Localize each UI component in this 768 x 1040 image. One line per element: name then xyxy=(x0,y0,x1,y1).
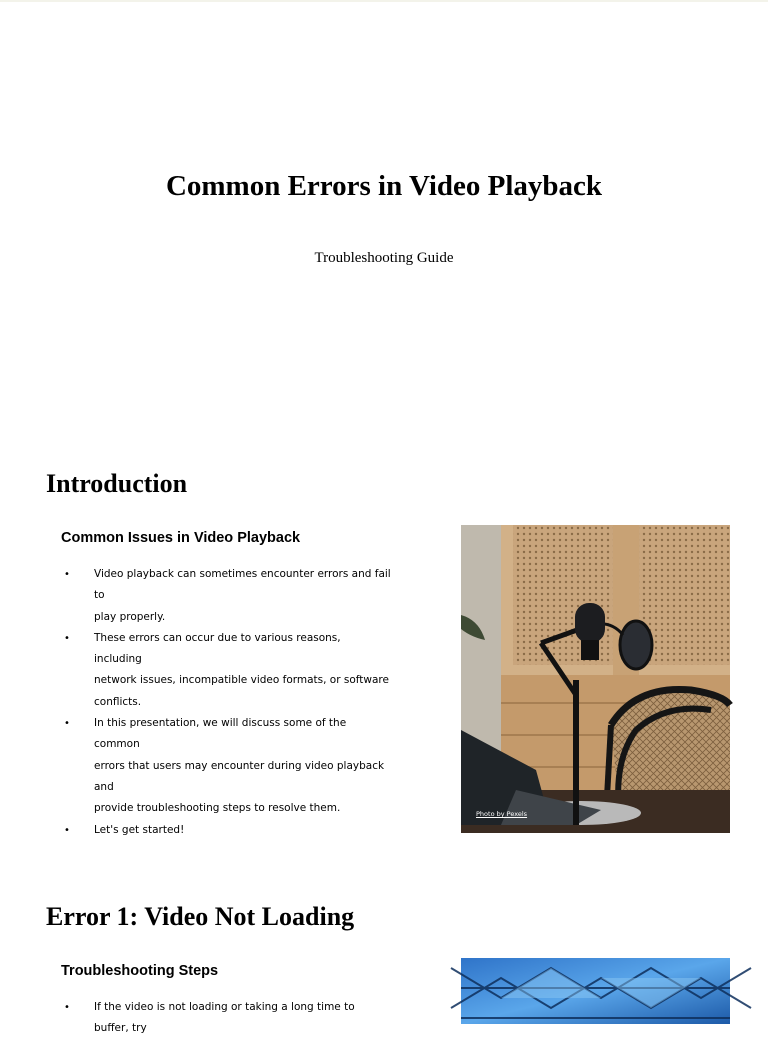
intro-bullet-1 xyxy=(61,564,391,628)
bullet-line: These errors can occur due to various reasons, including xyxy=(94,631,341,666)
blue-geometric-photo-image xyxy=(461,958,730,1024)
intro-subheading: Common Issues in Video Playback xyxy=(61,530,301,546)
bullet-line: Video playback can sometimes encounter errors and fail to xyxy=(94,568,391,602)
intro-bullet-list xyxy=(61,564,391,841)
document-subtitle: Troubleshooting Guide xyxy=(314,250,454,266)
bullet-line: Let's get started! xyxy=(94,823,185,836)
error1-heading: Error 1: Video Not Loading xyxy=(46,902,355,931)
top-divider xyxy=(0,0,768,2)
photo-credit-link[interactable]: Photo by Pexels xyxy=(476,810,528,818)
error1-photo xyxy=(461,958,730,1024)
bullet-marker: • xyxy=(64,824,70,836)
intro-heading: Introduction xyxy=(46,469,188,498)
bullet-line: If the video is not loading or taking a long time to buffer, try xyxy=(94,1001,355,1035)
bullet-marker: • xyxy=(64,632,70,644)
bullet-line: In this presentation, we will discuss some of the common xyxy=(94,717,347,751)
intro-bullet-2 xyxy=(61,628,391,713)
microphone-photo-image xyxy=(461,525,730,833)
error1-bullet-list xyxy=(61,997,391,1040)
bullet-line: provide troubleshooting steps to resolve them. xyxy=(94,802,341,815)
bullet-line: conflicts. xyxy=(94,695,142,708)
bullet-marker: • xyxy=(64,718,70,730)
bullet-line: play properly. xyxy=(94,610,166,623)
intro-bullet-3 xyxy=(61,713,391,819)
document-title: Common Errors in Video Playback xyxy=(165,170,603,202)
intro-photo xyxy=(461,525,730,833)
error1-bullet-1 xyxy=(61,997,391,1040)
bullet-line: errors that users may encounter during video playback and xyxy=(94,759,385,793)
intro-bullet-4 xyxy=(61,820,391,841)
bullet-marker: • xyxy=(64,1002,70,1013)
bullet-line: network issues, incompatible video formats, or software xyxy=(94,674,389,687)
error1-subheading: Troubleshooting Steps xyxy=(61,963,219,979)
bullet-marker: • xyxy=(64,569,70,580)
